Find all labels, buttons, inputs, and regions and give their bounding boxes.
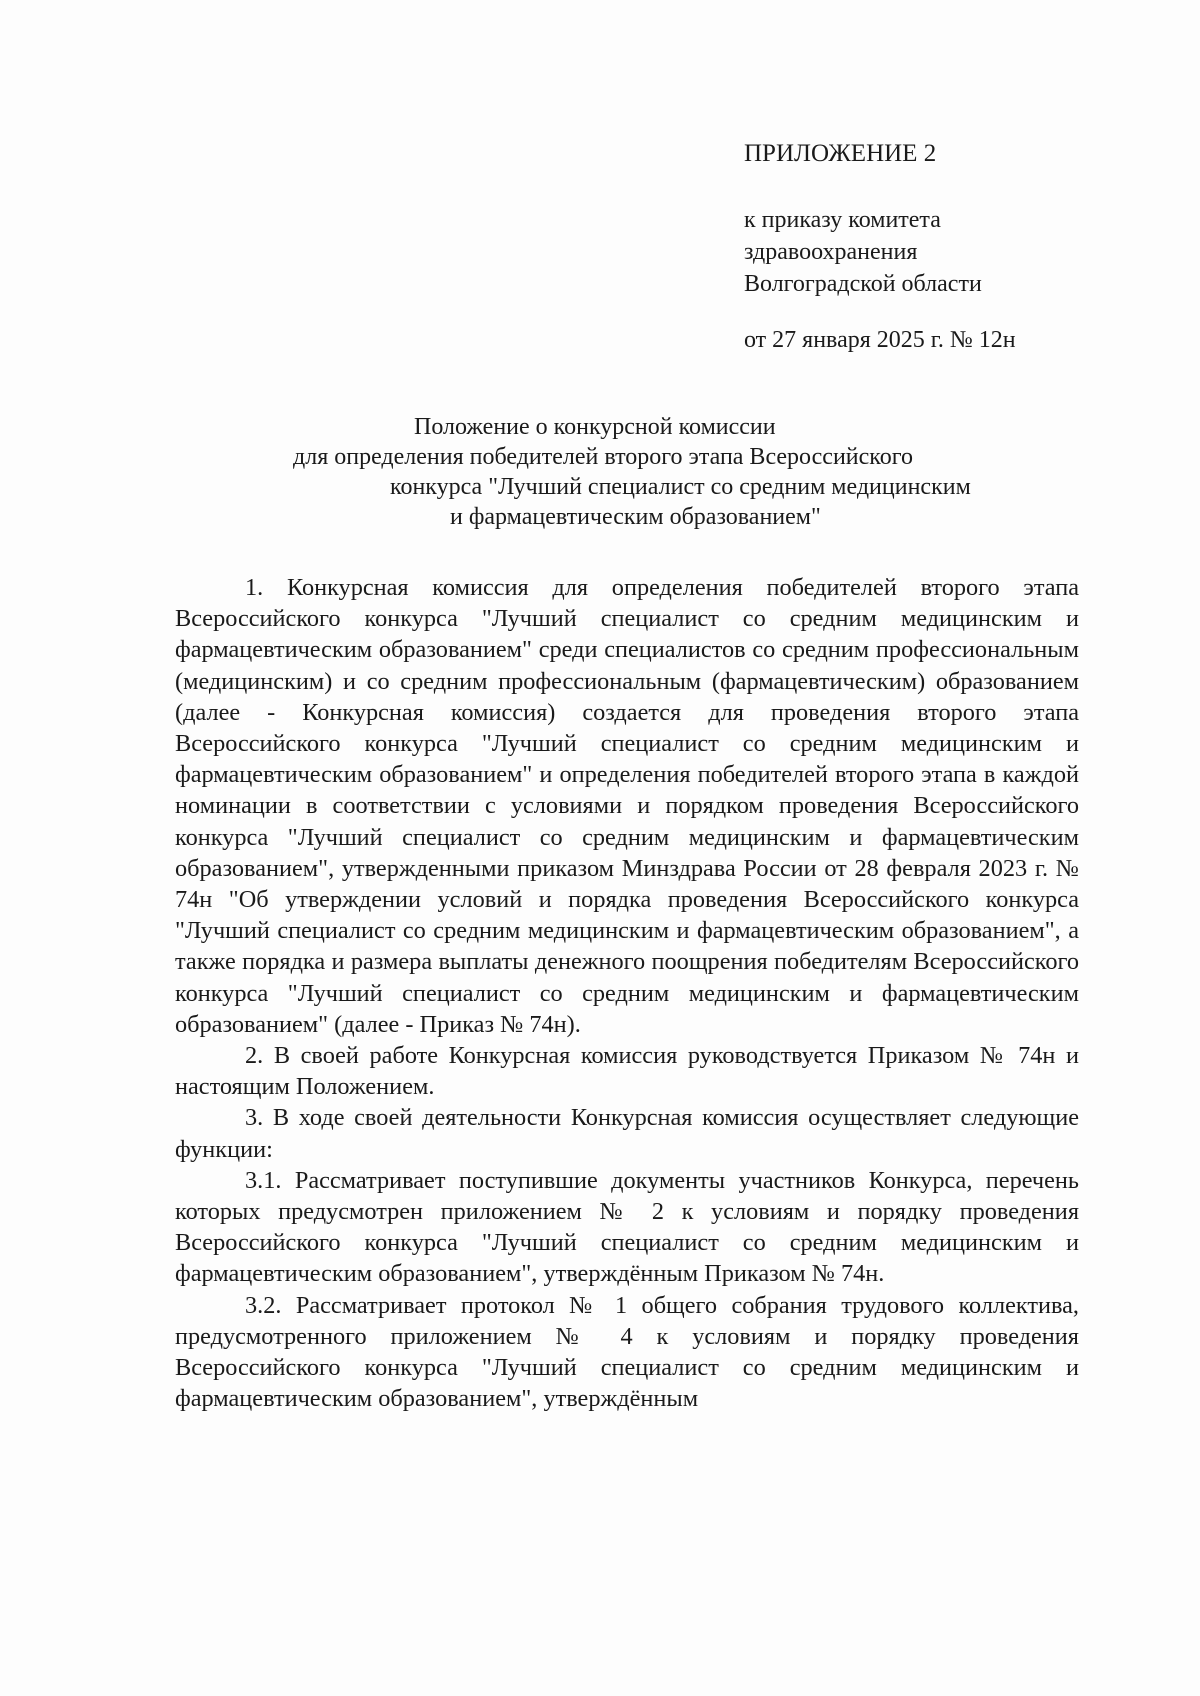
paragraph: 3.2. Рассматривает протокол № 1 общего собрания трудового коллектива, предусмотренного приложением № 4 к условиям и порядку проведения Всероссийского конкурса "Лучший специалист со средним медицинским и фармацевтическим образованием", утверждённым [175,1291,1079,1413]
paragraph: 2. В своей работе Конкурсная комиссия руководствуется Приказом № 74н и настоящим Положением. [175,1042,1079,1101]
order-reference-line: здравоохранения [744,239,918,265]
appendix-label: ПРИЛОЖЕНИЕ 2 [744,140,937,167]
order-reference-line: Волгоградской области [744,271,982,297]
document-body [175,572,1079,1414]
paragraph: 3.1. Рассматривает поступившие документы участников Конкурса, перечень которых предусмотрен приложением № 2 к условиям и порядку проведения Всероссийского конкурса "Лучший специалист со средним медицинским и фармацевтическим образованием", утверждённым Приказом № 74н. [175,1166,1079,1288]
title-line: конкурса "Лучший специалист со средним медицинским [390,474,971,500]
order-date: от 27 января 2025 г. № 12н [744,327,1016,353]
appendix-header [744,138,1144,356]
order-reference-line: к приказу комитета [744,207,941,233]
title-line: Положение о конкурсной комиссии [414,414,776,440]
paragraph: 1. Конкурсная комиссия для определения победителей второго этапа Всероссийского конкурса "Лучший специалист со средним медицинским и фармацевтическим образованием" среди специалистов со средним профессиональным (медицинским) и со средним профессиональным (фармацевтическим) образованием (далее - Конкурсная комиссия) создается для проведения второго этапа Всероссийского конкурса "Лучший специалист со средним медицинским и фармацевтическим образованием" и определения победителей второго этапа в каждой номинации в соответствии с условиями и порядком проведения Всероссийского конкурса "Лучший специалист со средним медицинским и фармацевтическим образованием", утвержденными приказом Минздрава России от 28 февраля 2023 г. № 74н "Об утверждении условий и порядка проведения Всероссийского конкурса "Лучший специалист со средним медицинским и фармацевтическим образованием", а также порядка и размера выплаты денежного поощрения победителям Всероссийского конкурса "Лучший специалист со средним медицинским и фармацевтическим образованием" (далее - Приказ № 74н). [175,574,1079,1038]
title-line: и фармацевтическим образованием" [450,504,821,530]
appendix-order-reference [744,204,1144,300]
paragraph: 3. В ходе своей деятельности Конкурсная комиссия осуществляет следующие функции: [175,1104,1079,1163]
title-line: для определения победителей второго этапа Всероссийского [293,444,913,470]
document-title [160,412,1090,532]
